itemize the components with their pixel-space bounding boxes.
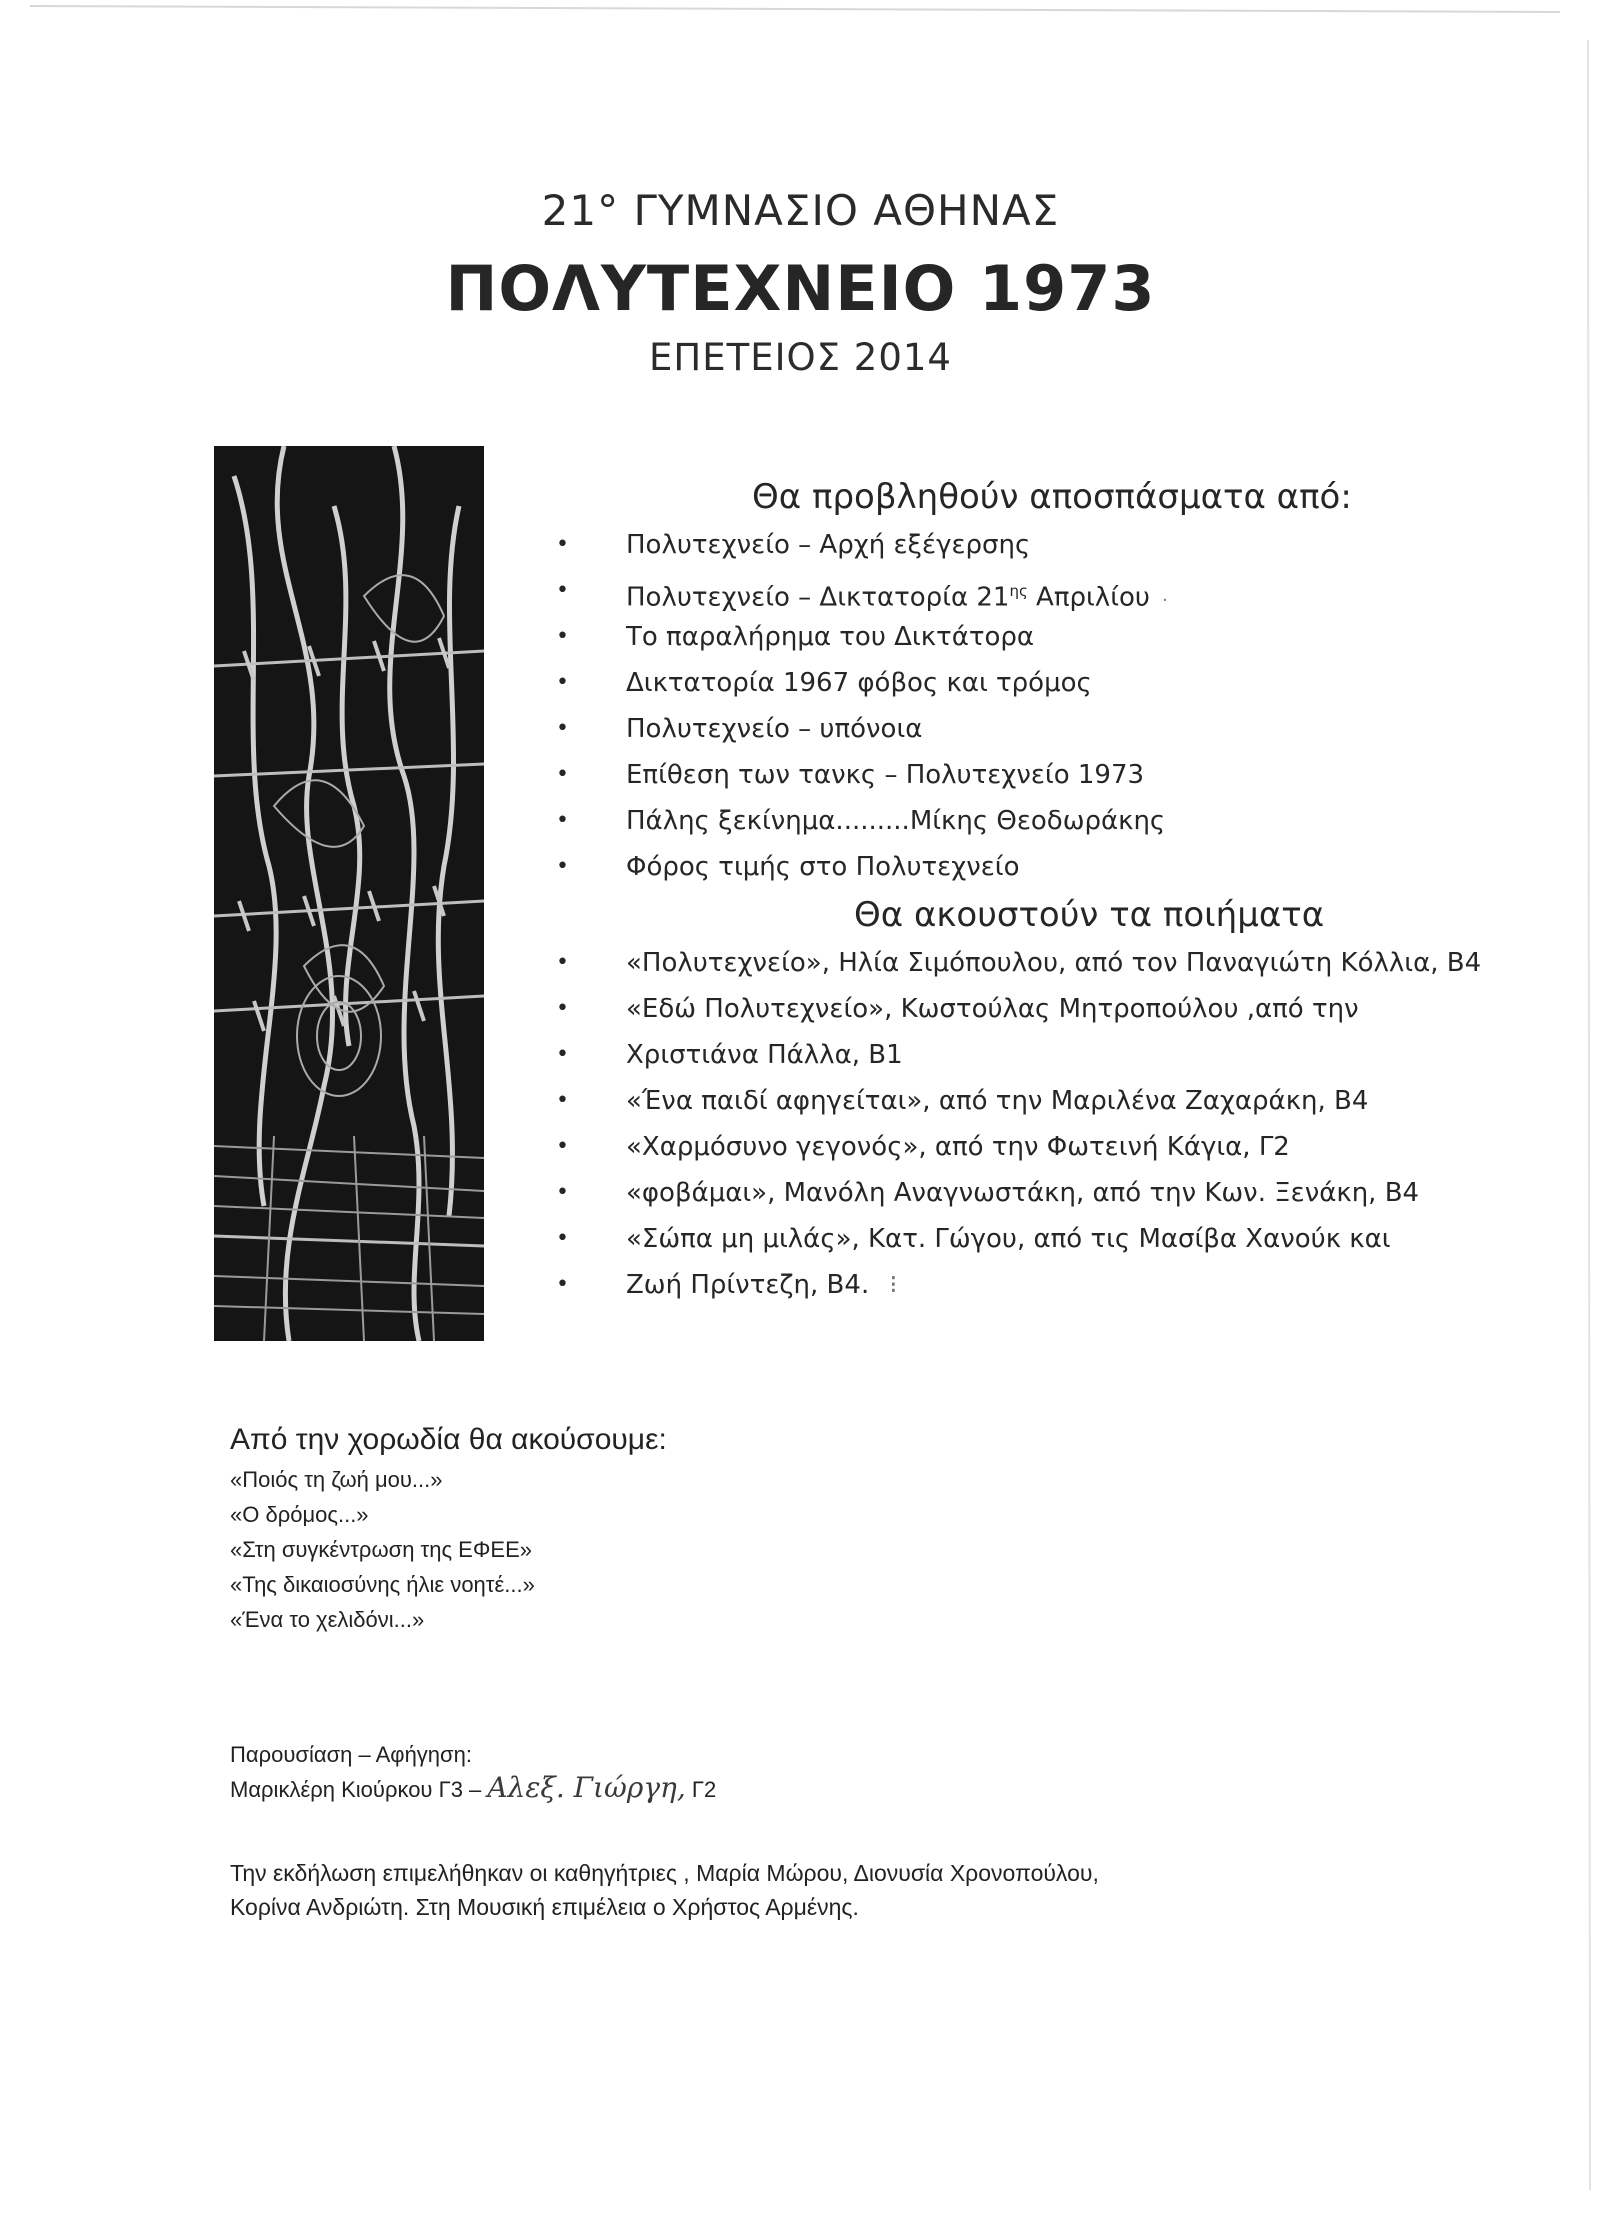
list-item: • Φόρος τιμής στο Πολυτεχνείο (556, 844, 1556, 890)
song-item: «Στη συγκέντρωση της ΕΦΕΕ» (230, 1537, 532, 1562)
choir-song-list (230, 1462, 1130, 1637)
list-item: • Πολυτεχνείο – Αρχή εξέγερσης (556, 522, 1556, 568)
presenter-name: Μαρικλέρη Κιούρκου Γ3 – (230, 1777, 482, 1802)
program-content (556, 472, 1556, 1308)
woodcut-artwork (214, 446, 484, 1341)
anniversary-subtitle: ΕΠΕΤΕΙΟΣ 2014 (649, 336, 952, 379)
list-item: • Πολυτεχνείο – υπόνοια (556, 706, 1556, 752)
list-item (556, 1262, 1556, 1308)
list-item: • «Σώπα μη μιλάς», Κατ. Γώγου, από τις Μασίβα Χανούκ και (556, 1216, 1556, 1262)
list-item-text: Πολυτεχνείο – Δικτατορία 21 (626, 582, 1010, 613)
list-item: • Επίθεση των τανκς – Πολυτεχνείο 1973 (556, 752, 1556, 798)
screenings-heading: Θα προβληθούν αποσπάσματα από: (752, 477, 1352, 517)
list-item: • «φοβάμαι», Μανόλη Αναγνωστάκη, από την Κων. Ξενάκη, Β4 (556, 1170, 1556, 1216)
presentation-section (230, 1738, 1330, 1804)
song-item: «Ένα το χελιδόνι...» (230, 1607, 425, 1632)
credits-line: Την εκδήλωση επιμελήθηκαν οι καθηγήτριες , Μαρία Μώρου, Διονυσία Χρονοπούλου, (230, 1860, 1099, 1886)
school-name: 21° ΓΥΜΝΑΣΙΟ ΑΘΗΝΑΣ (541, 186, 1060, 235)
scan-mark: · (1161, 589, 1168, 611)
list-item (556, 568, 1556, 614)
credits-section (230, 1856, 1330, 1924)
credits-line: Κορίνα Ανδριώτη. Στη Μουσική επιμέλεια ο Χρήστος Αρμένης. (230, 1894, 859, 1920)
screenings-list (556, 522, 1556, 890)
presenter-class: Γ2 (685, 1777, 717, 1802)
list-item-text: Ζωή Πρίντεζη, Β4. (626, 1270, 870, 1300)
scan-mark: ⁝ (889, 1270, 898, 1300)
list-item: • «Χαρμόσυνο γεγονός», από την Φωτεινή Κάγια, Γ2 (556, 1124, 1556, 1170)
list-item: • Δικτατορία 1967 φόβος και τρόμος (556, 660, 1556, 706)
handwritten-name: Αλεξ. Γιώργη, (487, 1771, 686, 1804)
choir-section (230, 1418, 1130, 1637)
event-title: ΠΟΛΥΤΕΧΝΕΙΟ 1973 (445, 252, 1156, 325)
list-item: • Το παραλήρημα του Δικτάτορα (556, 614, 1556, 660)
song-item: «Ποιός τη ζωή μου...» (230, 1467, 443, 1492)
list-item: • Πάλης ξεκίνημα.........Μίκης Θεοδωράκης (556, 798, 1556, 844)
choir-heading: Από την χορωδία θα ακούσουμε: (230, 1423, 667, 1456)
list-item: • «Εδώ Πολυτεχνείο», Κωστούλας Μητροπούλου ,από την (556, 986, 1556, 1032)
ordinal-suffix: ης (1009, 582, 1028, 600)
song-item: «Της δικαιοσύνης ήλιε νοητέ...» (230, 1572, 535, 1597)
presentation-label: Παρουσίαση – Αφήγηση: (230, 1742, 472, 1767)
presenters-line (230, 1771, 1330, 1804)
song-item: «Ο δρόμος...» (230, 1502, 369, 1527)
list-item: • Χριστιάνα Πάλλα, Β1 (556, 1032, 1556, 1078)
list-item: • «Ένα παιδί αφηγείται», από την Μαριλένα Ζαχαράκη, Β4 (556, 1078, 1556, 1124)
poems-list (556, 940, 1556, 1308)
list-item-tail: Απριλίου (1027, 582, 1150, 613)
list-item: • «Πολυτεχνείο», Ηλία Σιμόπουλου, από τον Παναγιώτη Κόλλια, Β4 (556, 940, 1556, 986)
poems-heading: Θα ακουστούν τα ποιήματα (854, 895, 1325, 935)
